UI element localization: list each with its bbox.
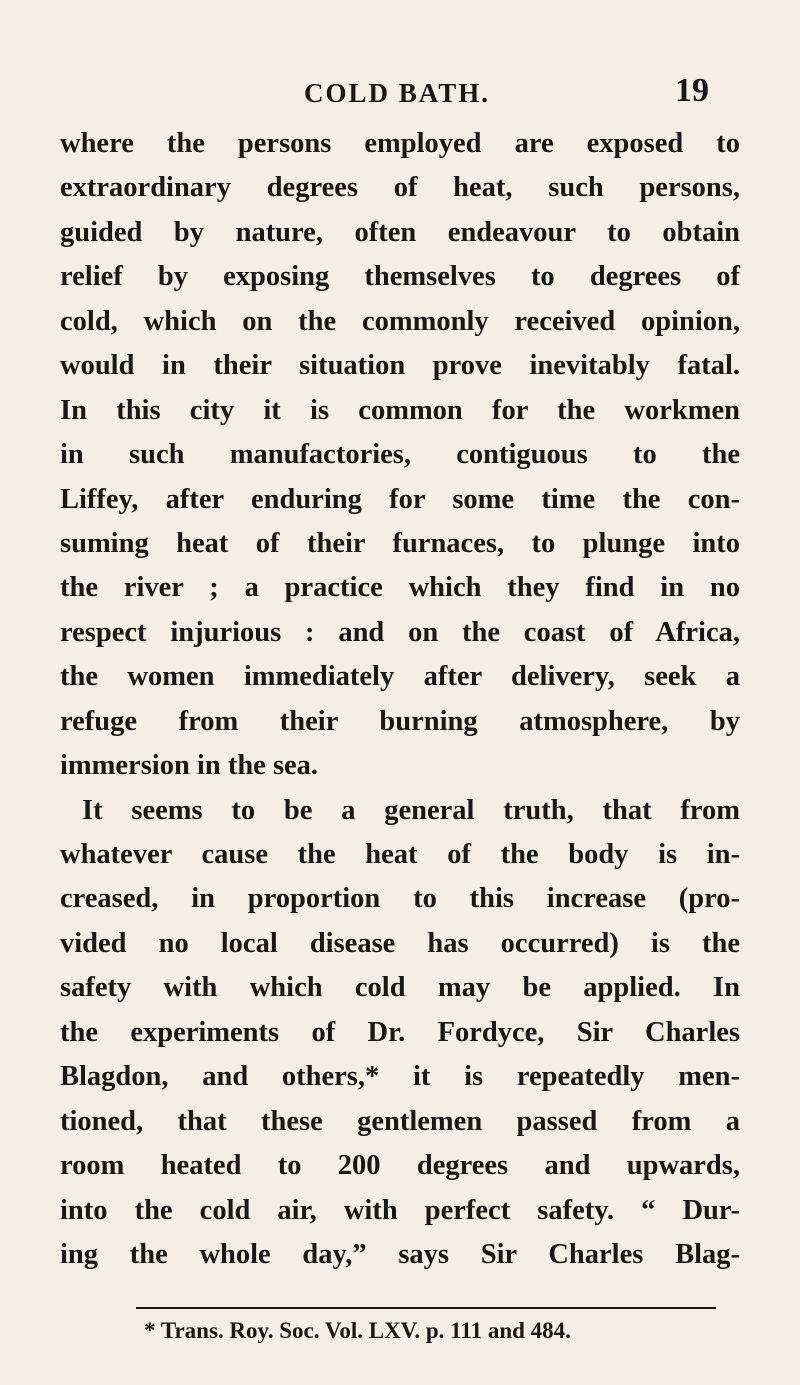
paragraph-start-line: It seems to be a general truth, that from [82, 794, 740, 826]
text-line: where the persons employed are exposed to [60, 128, 740, 159]
text-line: creased, in proportion to this increase (pro- [60, 883, 740, 915]
text-line: cold, which on the commonly received opinion, [60, 305, 740, 337]
text-line: suming heat of their furnaces, to plunge into [60, 527, 740, 559]
text-line: guided by nature, often endeavour to obtain [60, 216, 740, 248]
page-number: 19 [675, 72, 709, 109]
text-line: relief by exposing themselves to degrees of [60, 261, 740, 293]
footnote: * Trans. Roy. Soc. Vol. LXV. p. 111 and 484. [144, 1318, 571, 1343]
text-line: tioned, that these gentlemen passed from a [60, 1105, 740, 1137]
text-line: extraordinary degrees of heat, such persons, [60, 172, 740, 204]
text-line: into the cold air, with perfect safety. “ Dur- [60, 1194, 740, 1226]
text-line: Liffey, after enduring for some time the con- [60, 483, 740, 515]
text-line: ing the whole day,” says Sir Charles Blag- [60, 1238, 740, 1270]
text-line: respect injurious : and on the coast of Africa, [60, 616, 740, 648]
text-line: In this city it is common for the workmen [60, 394, 740, 426]
text-line: in such manufactories, contiguous to the [60, 439, 740, 471]
running-head: COLD BATH. [304, 78, 491, 108]
text-line: vided no local disease has occurred) is the [60, 927, 740, 959]
text-line: the experiments of Dr. Fordyce, Sir Charles [60, 1016, 740, 1048]
footnote-rule [136, 1307, 716, 1309]
text-line: refuge from their burning atmosphere, by [60, 705, 740, 737]
text-line: room heated to 200 degrees and upwards, [60, 1150, 740, 1182]
text-line: whatever cause the heat of the body is in- [60, 839, 740, 870]
text-line: immersion in the sea. [60, 750, 319, 782]
text-line: would in their situation prove inevitably fatal. [60, 350, 740, 382]
body-text [60, 122, 740, 1277]
text-line: the river ; a practice which they find in no [60, 572, 740, 604]
text-line: Blagdon, and others,* it is repeatedly men- [60, 1061, 740, 1093]
text-line: safety with which cold may be applied. In [60, 972, 740, 1004]
text-line: the women immediately after delivery, seek a [60, 661, 740, 693]
